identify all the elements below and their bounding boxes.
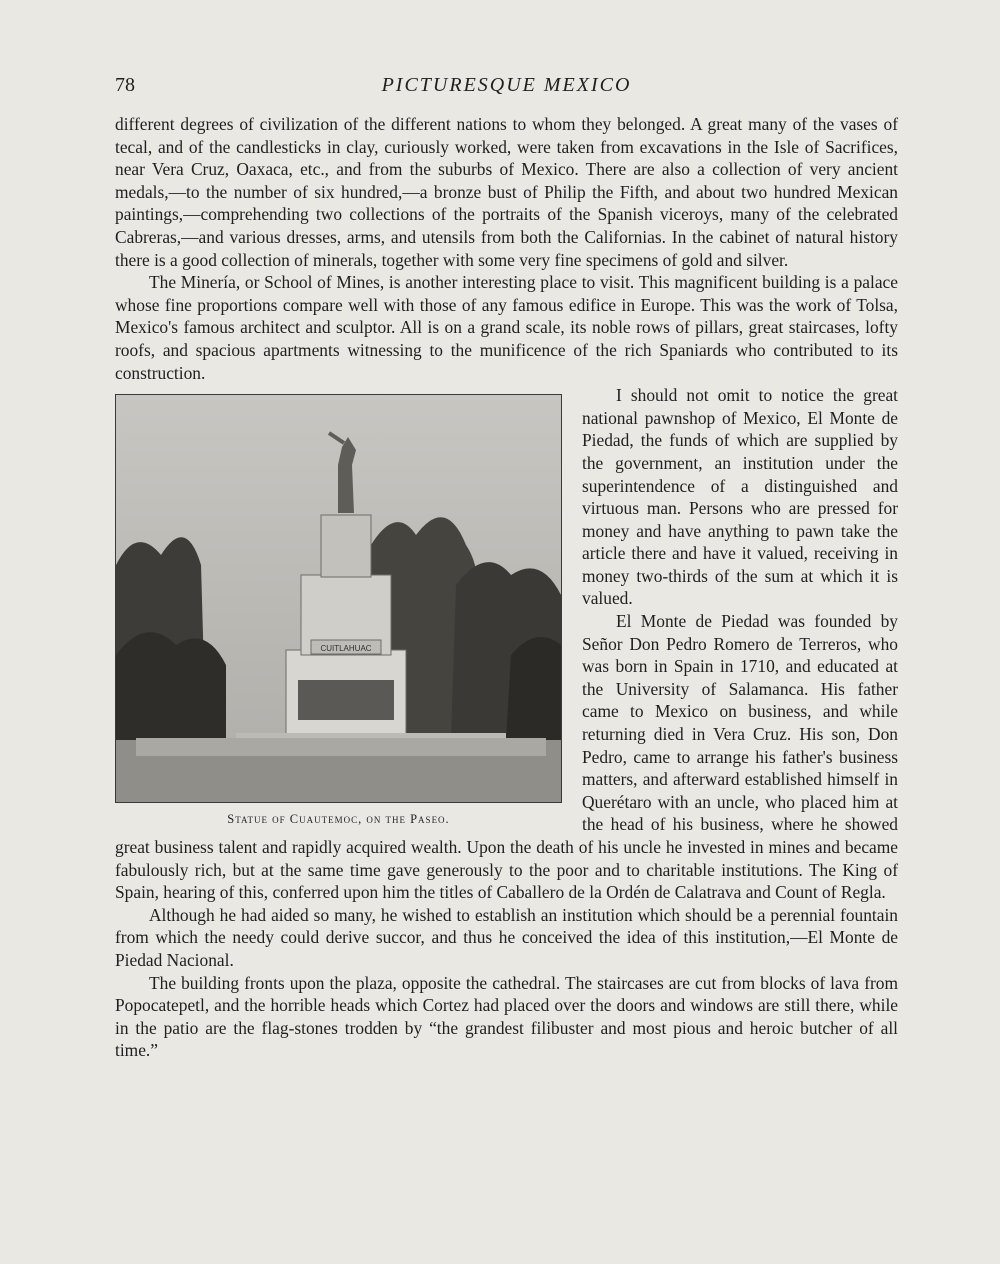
body-text: [115, 113, 898, 1062]
running-head: [115, 74, 898, 104]
plinth-inscription: CUITLAHUAC: [320, 644, 372, 654]
paragraph-1: different degrees of civilization of the different nations to whom they belonged. A great many of the vases of tecal, and of the candlesticks in clay, curiously worked, were taken from excavations in the Isle of Sacrifices, near Vera Cruz, Oaxaca, etc., and from the suburbs of Mexico. There are also a collection of very ancient medals,—to the number of six hundred,—a bronze bust of Philip the Fifth, and about two hundred Mexican paintings,—comprehending two collections of the portraits of the Spanish viceroys, many of the celebrated Cabreras,—and various dresses, arms, and utensils from both the Californias. In the cabinet of natural history there is a good collection of minerals, together with some very fine specimens of gold and silver.: [115, 114, 898, 270]
figure: [115, 394, 562, 831]
page-number: 78: [115, 74, 135, 96]
paragraph-5: Although he had aided so many, he wished to establish an institution which should be a perennial fountain from which the needy could derive succor, and thus he conceived the idea of this institution,—El Monte de Piedad Nacional.: [115, 904, 898, 970]
paragraph-6: The building fronts upon the plaza, opposite the cathedral. The staircases are cut from blocks of lava from Popocatepetl, and the horrible heads which Cortez had placed over the doors and windows are still there, while in the patio are the flag-stones trodden by “the grandest filibuster and most pious and heroic butcher of all time.”: [115, 972, 898, 1061]
paragraph-3: I should not omit to notice the great national pawnshop of Mexico, El Monte de Piedad, the funds of which are supplied by the government, an institution under the superintendence of a distinguished and virtuous man. Persons who are pressed for money and have anything to pawn take the article there and have it valued, receiving in money two-thirds of the sum at which it is valued.: [582, 385, 898, 609]
paragraph-4: El Monte de Piedad was founded by Señor Don Pedro Romero de Terreros, who was born in Spain in 1710, and educated at the University of Salamanca. His father came to Mexico on business, and while returning died in Vera Cruz. His son, Don Pedro, came to arrange his father's business matters, and afterward established himself in Querétaro with an uncle, who placed him at the head of his business, where he showed great business talent and rapidly acquired wealth. Upon the death of his uncle he invested in mines and became fabulously rich, but at the same time gave generously to the poor and to charitable institutions. The King of Spain, hearing of this, conferred upon him the titles of Caballero de la Ordén de Calatrava and Count of Regla.: [115, 611, 898, 903]
running-title: PICTURESQUE MEXICO: [381, 74, 632, 96]
paragraph-2: The Minería, or School of Mines, is another interesting place to visit. This magnificent building is a palace whose fine proportions compare well with those of any famous edifice in Europe. This was the work of Tolsa, Mexico's famous architect and sculptor. All is on a grand scale, its noble rows of pillars, great staircases, lofty roofs, and spacious apartments witnessing to the munificence of the rich Spaniards who contributed to its construction.: [115, 272, 898, 383]
statue-photo: [115, 394, 562, 803]
statue-illustration: [116, 395, 561, 802]
figure-caption: Statue of Cuautemoc, on the Paseo.: [227, 812, 450, 827]
